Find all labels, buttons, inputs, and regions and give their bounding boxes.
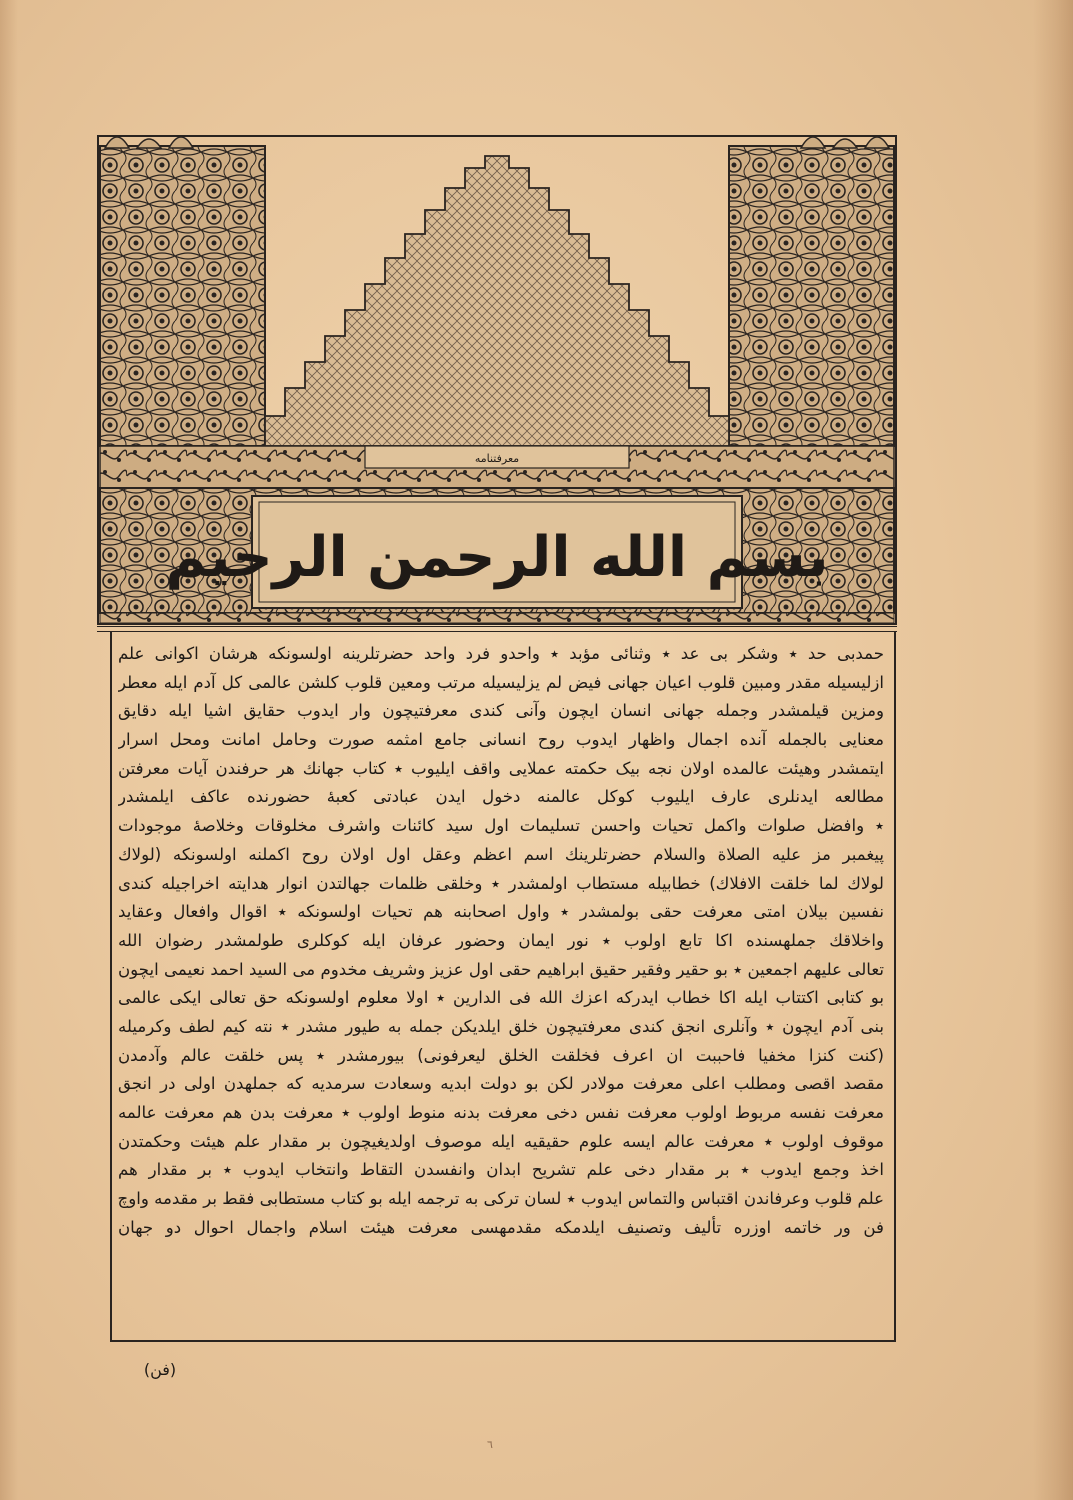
- text-line: فن ور خاتمه اوزره تألیف وتصنیف ایلدمکه مقدمهسی معرفت هیئت اسلام واجمال احوال دو جهان: [118, 1217, 884, 1237]
- page-number: ٦: [487, 1438, 493, 1451]
- text-line: موقوف اولوب ٭ معرفت عالم ایسه علوم حقیقیه ایله موصوف اولدیغیچون بر مقدار علم هیئت وحکمتدن: [118, 1131, 884, 1151]
- basmala-text: بسم الله الرحمن الرحيم: [165, 525, 829, 590]
- text-line: لولاك لما خلقت الافلاك) خطابیله مستطاب اولمشدر ٭ وخلقی ظلمات جهالتدن انوار هدایته اخراجیله کندی: [118, 873, 884, 893]
- text-line: ومزین قیلمشدر وجمله جهانی انسان ایچون وآنی کندی معرفتیچون وار ایدوب حقایق اشیا ایله دقایق: [118, 701, 884, 721]
- text-line: تعالی علیهم اجمعین ٭ بو حقیر وفقیر حقیق ابراهیم حقی اول عزیز وشریف مخدوم می السید احمد نعیمی ایچون: [118, 959, 884, 979]
- text-line: علم قلوب وعرفاندن اقتباس والتماس ایدوب ٭ لسان ترکی به ترجمه ایله بو کتاب مستطابی فقط بر مقدمه واوچ: [118, 1189, 884, 1209]
- text-line: (کنت کنزا مخفیا فاحببت ان اعرف فخلقت الخلق لیعرفونی) بیورمشدر ٭ پس خلقت عالم وآدمدن: [118, 1045, 884, 1065]
- text-line: معرفت نفسه مربوط اولوب معرفت نفس دخی معرفت بدنه منوط اولوب ٭ معرفت بدن هم معرفت عالمه: [118, 1103, 884, 1122]
- text-line: مطالعه ایدنلری عارف ایلیوب کوکل عالمنه دخول ایدن عبادتی کعبهٔ حضورنده عاکف ایلمشدر: [118, 787, 884, 807]
- small-cartouche-label: معرفتنامه: [474, 452, 520, 465]
- text-line: نفسین بیلان امتی معرفت حقی بولمشدر ٭ واول اصحابنه هم تحیات اولسونکه ٭ اقوال وافعال وعقاید: [118, 902, 884, 922]
- left-pillar: [100, 146, 265, 446]
- text-line: ایتمشدر وهیئت عالمده اولان نجه بیک حکمته عملایی واقف ایلیوب ٭ کتاب جهانك هر حرفندن آیات معرفتن: [118, 758, 884, 778]
- text-line: اخذ وجمع ایدوب ٭ بر مقدار دخی علم تشریح ابدان وانفسدن التقاط وانتخاب ایدوب ٭ بر مقدار هم: [118, 1160, 884, 1180]
- central-pyramid-lattice: [265, 156, 729, 446]
- text-line: ازلیسیله مقدر ومبین قلوب اعیان جهانی فیض لم یزلیسیله مرتب ومعین قلوب کلشن عالمی کل آدم ایله معطر: [118, 672, 884, 692]
- text-line: مقصد اقصی ومطلب اعلی معرفت مولادر لکن بو دولت ابدیه وسعادت سرمدیه که جملهدن اولی در انجق: [118, 1074, 884, 1094]
- text-line: حمدبی حد ٭ وشکر بی عد ٭ وثنائی مؤبد ٭ واحدو فرد واحد حضرتلرینه اولسونکه هرشان اکوانی علم: [118, 644, 884, 663]
- headpiece-ornament: [97, 126, 897, 626]
- text-line: معنایی بالجمله آنده اجمال واظهار ایدوب روح انسانی جامع امثمه صورت وحامل امانت ومحل اسرار: [118, 730, 884, 750]
- body-text: [118, 640, 884, 1340]
- text-line: بو کتابی اکتتاب ایله اکا خطاب ایدرکه اعزك الله فی الدارین ٭ اولا معلوم اولسونکه حق تعالی ایکی عالمی: [118, 988, 884, 1008]
- text-line: بنی آدم ایچون ٭ وآنلری انجق کندی معرفتیچون خلق ایلدیکن جمله به طیور مشدر ٭ نته کیم لطف وکرمیله: [118, 1016, 884, 1036]
- catchword: (فن): [143, 1360, 177, 1379]
- page-shadow-left: [0, 0, 18, 1500]
- text-line: ٭ وافضل صلوات واکمل تحیات واحسن تسلیمات اول سید کائنات واشرف مخلوقات وخلاصهٔ موجودات: [118, 816, 884, 836]
- text-line: پیغمبر مز علیه الصلاة والسلام حضرتلرینك اسم اعظم وعقل اول اولان روح اکملنه اولسونکه (لولاك: [118, 844, 884, 864]
- right-pillar: [729, 146, 894, 446]
- page-shadow-right: [1033, 0, 1073, 1500]
- text-line: واخلاقك جملهسنده اکا تابع اولوب ٭ نور ایمان وحضور عرفان ایله کوکلری طولمشدر رضوان الله: [118, 930, 884, 950]
